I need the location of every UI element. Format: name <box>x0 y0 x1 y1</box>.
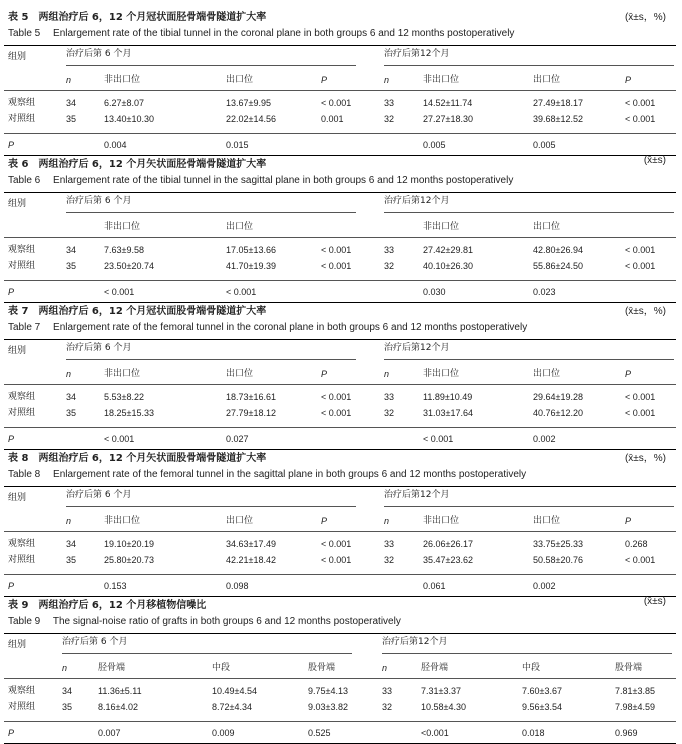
p-value: 0.002 <box>533 581 556 591</box>
period-6-rule <box>66 506 356 507</box>
p-value: 0.061 <box>423 581 446 591</box>
period-12-rule <box>382 653 672 654</box>
header-rule <box>4 384 676 385</box>
table-cell: < 0.001 <box>625 261 656 271</box>
p-rule <box>4 721 676 722</box>
row-label: 对照组 <box>8 114 36 124</box>
column-header: 非出口位 <box>104 516 141 526</box>
period-12-rule <box>384 506 674 507</box>
header-rule <box>4 678 676 679</box>
table-cell: 41.70±19.39 <box>226 261 276 271</box>
column-header: P <box>625 516 632 526</box>
column-header: 出口位 <box>533 516 561 526</box>
table-cell: < 0.001 <box>625 114 656 124</box>
column-header: 出口位 <box>226 222 254 232</box>
table-cell: 42.21±18.42 <box>226 555 276 565</box>
p-row-label: P <box>8 287 15 297</box>
table-caption-en: Table 7 Enlargement rate of the femoral tunnel in the coronal plane in both groups 6 and 12 months postoperatively <box>8 322 528 333</box>
table-cell: 23.50±20.74 <box>104 261 154 271</box>
table-caption-cn: 表 7 两组治疗后 6，12 个月冠状面股骨端骨隧道扩大率 <box>8 306 267 317</box>
column-header: 出口位 <box>226 516 254 526</box>
row-label: 对照组 <box>8 702 36 712</box>
table-cell: 55.86±24.50 <box>533 261 583 271</box>
table-cell: 27.42±29.81 <box>423 245 473 255</box>
period-12-header: 治疗后第12个月 <box>384 343 450 353</box>
table-cell: 10.49±4.54 <box>212 686 257 696</box>
p-value: 0.002 <box>533 434 556 444</box>
p-value: 0.009 <box>212 728 235 738</box>
table-cell: 7.60±3.67 <box>522 686 562 696</box>
table-unit: (x̄±s，%) <box>624 453 666 464</box>
table-cell: 11.36±5.11 <box>98 686 142 696</box>
column-header: P <box>625 369 632 379</box>
table-cell: 13.40±10.30 <box>104 114 154 124</box>
header-rule <box>4 237 676 238</box>
p-value: 0.027 <box>226 434 249 444</box>
column-header: 非出口位 <box>104 75 141 85</box>
table-cell: 50.58±20.76 <box>533 555 583 565</box>
table-cell: < 0.001 <box>321 539 352 549</box>
table-cell: 17.05±13.66 <box>226 245 276 255</box>
column-header: 出口位 <box>533 222 561 232</box>
top-rule <box>4 192 676 193</box>
period-12-rule <box>384 65 674 66</box>
p-rule <box>4 133 676 134</box>
group-header: 组别 <box>8 493 27 503</box>
table-cell: 35 <box>66 261 77 271</box>
table-cell: 13.67±9.95 <box>226 98 271 108</box>
table-cell: 32 <box>384 555 395 565</box>
row-label: 观察组 <box>8 392 36 402</box>
table-cell: 42.80±26.94 <box>533 245 583 255</box>
p-row-label: P <box>8 140 15 150</box>
column-header: n <box>382 663 388 673</box>
table-caption-cn: 表 6 两组治疗后 6，12 个月矢状面胫骨端骨隧道扩大率 <box>8 159 267 170</box>
table-cell: 25.80±20.73 <box>104 555 154 565</box>
row-label: 观察组 <box>8 98 36 108</box>
column-header: 非出口位 <box>104 369 141 379</box>
header-rule <box>4 531 676 532</box>
column-header: 股骨端 <box>615 663 643 673</box>
period-12-header: 治疗后第12个月 <box>384 196 450 206</box>
column-header: 出口位 <box>533 75 561 85</box>
period-12-header: 治疗后第12个月 <box>384 490 450 500</box>
table-cell: 8.16±4.02 <box>98 702 138 712</box>
column-header: 中段 <box>522 663 541 673</box>
p-value: 0.023 <box>533 287 556 297</box>
column-header: n <box>66 516 72 526</box>
row-label: 观察组 <box>8 539 36 549</box>
table-cell: 33 <box>382 686 393 696</box>
table-unit: (x̄±s，%) <box>624 306 666 317</box>
p-value: 0.969 <box>615 728 638 738</box>
table-cell: 14.52±11.74 <box>423 98 473 108</box>
group-header: 组别 <box>8 346 27 356</box>
table-caption-cn: 表 9 两组治疗后 6，12 个月移植物信噪比 <box>8 600 207 611</box>
p-value: 0.005 <box>423 140 446 150</box>
table-cell: 18.25±15.33 <box>104 408 154 418</box>
row-label: 对照组 <box>8 408 36 418</box>
period-12-header: 治疗后第12个月 <box>384 49 450 59</box>
group-header: 组别 <box>8 52 27 62</box>
column-header: P <box>321 75 328 85</box>
p-row-label: P <box>8 434 15 444</box>
p-value: <0.001 <box>421 728 449 738</box>
top-rule <box>4 45 676 46</box>
p-row-label: P <box>8 728 15 738</box>
table-cell: < 0.001 <box>321 261 352 271</box>
p-value: < 0.001 <box>423 434 454 444</box>
table-cell: 6.27±8.07 <box>104 98 144 108</box>
column-header: 非出口位 <box>104 222 141 232</box>
table-cell: 40.10±26.30 <box>423 261 473 271</box>
p-value: 0.098 <box>226 581 249 591</box>
table-cell: 27.49±18.17 <box>533 98 583 108</box>
top-rule <box>4 633 676 634</box>
table-unit: (x̄±s，%) <box>624 12 666 23</box>
p-rule <box>4 427 676 428</box>
p-value: 0.007 <box>98 728 121 738</box>
column-header: 非出口位 <box>423 222 460 232</box>
table-cell: 34 <box>66 392 77 402</box>
p-value: < 0.001 <box>226 287 257 297</box>
period-6-header: 治疗后第 6 个月 <box>66 490 132 500</box>
row-label: 对照组 <box>8 555 36 565</box>
p-value: < 0.001 <box>104 434 135 444</box>
table-cell: < 0.001 <box>321 98 352 108</box>
period-6-rule <box>66 65 356 66</box>
table-cell: 5.53±8.22 <box>104 392 144 402</box>
table-cell: 9.56±3.54 <box>522 702 562 712</box>
p-value: 0.004 <box>104 140 127 150</box>
table-cell: 33 <box>384 98 395 108</box>
column-header: n <box>66 75 72 85</box>
table-cell: 34.63±17.49 <box>226 539 276 549</box>
table-cell: 26.06±26.17 <box>423 539 473 549</box>
table-cell: 7.31±3.37 <box>421 686 461 696</box>
table-cell: 27.79±18.12 <box>226 408 276 418</box>
p-value: 0.005 <box>533 140 556 150</box>
table-cell: 7.63±9.58 <box>104 245 144 255</box>
column-header: 股骨端 <box>308 663 336 673</box>
column-header: 非出口位 <box>423 516 460 526</box>
table-caption-cn: 表 5 两组治疗后 6，12 个月冠状面胫骨端骨隧道扩大率 <box>8 12 267 23</box>
table-cell: 22.02±14.56 <box>226 114 276 124</box>
table-cell: 18.73±16.61 <box>226 392 276 402</box>
p-rule <box>4 280 676 281</box>
table-cell: < 0.001 <box>321 245 352 255</box>
table-caption-cn: 表 8 两组治疗后 6，12 个月矢状面股骨端骨隧道扩大率 <box>8 453 267 464</box>
period-6-header: 治疗后第 6 个月 <box>66 49 132 59</box>
table-caption-en: Table 6 Enlargement rate of the tibial tunnel in the sagittal plane in both groups 6 and 12 months postoperatively <box>8 175 514 186</box>
period-6-header: 治疗后第 6 个月 <box>66 343 132 353</box>
row-label: 观察组 <box>8 686 36 696</box>
period-6-header: 治疗后第 6 个月 <box>62 637 128 647</box>
period-12-rule <box>384 212 674 213</box>
table-cell: 35.47±23.62 <box>423 555 473 565</box>
column-header: P <box>625 75 632 85</box>
table-cell: < 0.001 <box>625 245 656 255</box>
table-cell: 7.98±4.59 <box>615 702 655 712</box>
table-cell: 40.76±12.20 <box>533 408 583 418</box>
table-caption-en: Table 9 The signal-noise ratio of grafts in both groups 6 and 12 months postoperatively <box>8 616 401 627</box>
column-header: n <box>384 516 390 526</box>
column-header: P <box>321 369 328 379</box>
top-rule <box>4 486 676 487</box>
header-rule <box>4 90 676 91</box>
table-cell: 34 <box>66 98 77 108</box>
table-cell: 33 <box>384 245 395 255</box>
table-cell: 33.75±25.33 <box>533 539 583 549</box>
table-cell: 32 <box>384 408 395 418</box>
table-cell: 9.03±3.82 <box>308 702 348 712</box>
row-label: 对照组 <box>8 261 36 271</box>
p-value: 0.153 <box>104 581 127 591</box>
group-header: 组别 <box>8 199 27 209</box>
table-cell: 35 <box>62 702 73 712</box>
period-12-header: 治疗后第12个月 <box>382 637 448 647</box>
column-header: 胫骨端 <box>421 663 449 673</box>
p-row-label: P <box>8 581 15 591</box>
table-cell: < 0.001 <box>625 408 656 418</box>
table-cell: 0.001 <box>321 114 344 124</box>
column-header: P <box>321 516 328 526</box>
table-cell: 35 <box>66 408 77 418</box>
table-cell: < 0.001 <box>625 98 656 108</box>
table-cell: 34 <box>66 539 77 549</box>
table-cell: 7.81±3.85 <box>615 686 655 696</box>
table-cell: 35 <box>66 114 77 124</box>
column-header: n <box>384 75 390 85</box>
table-cell: < 0.001 <box>321 555 352 565</box>
p-value: 0.525 <box>308 728 331 738</box>
table-cell: < 0.001 <box>625 392 656 402</box>
table-cell: 8.72±4.34 <box>212 702 252 712</box>
period-6-rule <box>66 212 356 213</box>
top-rule <box>4 339 676 340</box>
table-cell: 39.68±12.52 <box>533 114 583 124</box>
p-value: 0.030 <box>423 287 446 297</box>
column-header: 中段 <box>212 663 231 673</box>
table-cell: 32 <box>382 702 393 712</box>
column-header: n <box>66 369 72 379</box>
table-cell: 34 <box>62 686 73 696</box>
table-cell: 34 <box>66 245 77 255</box>
column-header: 出口位 <box>226 75 254 85</box>
p-value: < 0.001 <box>104 287 135 297</box>
table-cell: 35 <box>66 555 77 565</box>
table-cell: < 0.001 <box>321 408 352 418</box>
period-6-header: 治疗后第 6 个月 <box>66 196 132 206</box>
table-caption-en: Table 5 Enlargement rate of the tibial tunnel in the coronal plane in both groups 6 and 12 months postoperatively <box>8 28 515 39</box>
row-label: 观察组 <box>8 245 36 255</box>
table-cell: 31.03±17.64 <box>423 408 473 418</box>
column-header: 出口位 <box>533 369 561 379</box>
table-cell: 9.75±4.13 <box>308 686 348 696</box>
column-header: n <box>62 663 68 673</box>
period-6-rule <box>62 653 352 654</box>
table-cell: 27.27±18.30 <box>423 114 473 124</box>
p-value: 0.018 <box>522 728 545 738</box>
period-12-rule <box>384 359 674 360</box>
p-value: 0.015 <box>226 140 249 150</box>
column-header: 非出口位 <box>423 369 460 379</box>
table-cell: 0.268 <box>625 539 648 549</box>
column-header: 胫骨端 <box>98 663 126 673</box>
p-rule <box>4 574 676 575</box>
column-header: n <box>384 369 390 379</box>
table-unit: (x̄±s) <box>643 596 666 607</box>
table-cell: 33 <box>384 392 395 402</box>
period-6-rule <box>66 359 356 360</box>
table-cell: 11.89±10.49 <box>423 392 473 402</box>
table-cell: 19.10±20.19 <box>104 539 154 549</box>
table-cell: < 0.001 <box>625 555 656 565</box>
table-cell: 32 <box>384 114 395 124</box>
group-header: 组别 <box>8 640 27 650</box>
column-header: 非出口位 <box>423 75 460 85</box>
table-unit: (x̄±s) <box>643 155 666 166</box>
table-caption-en: Table 8 Enlargement rate of the femoral tunnel in the sagittal plane in both groups 6 and 12 months postoperatively <box>8 469 527 480</box>
column-header: 出口位 <box>226 369 254 379</box>
table-cell: < 0.001 <box>321 392 352 402</box>
table-cell: 10.58±4.30 <box>421 702 466 712</box>
table-cell: 29.64±19.28 <box>533 392 583 402</box>
table-cell: 32 <box>384 261 395 271</box>
table-cell: 33 <box>384 539 395 549</box>
